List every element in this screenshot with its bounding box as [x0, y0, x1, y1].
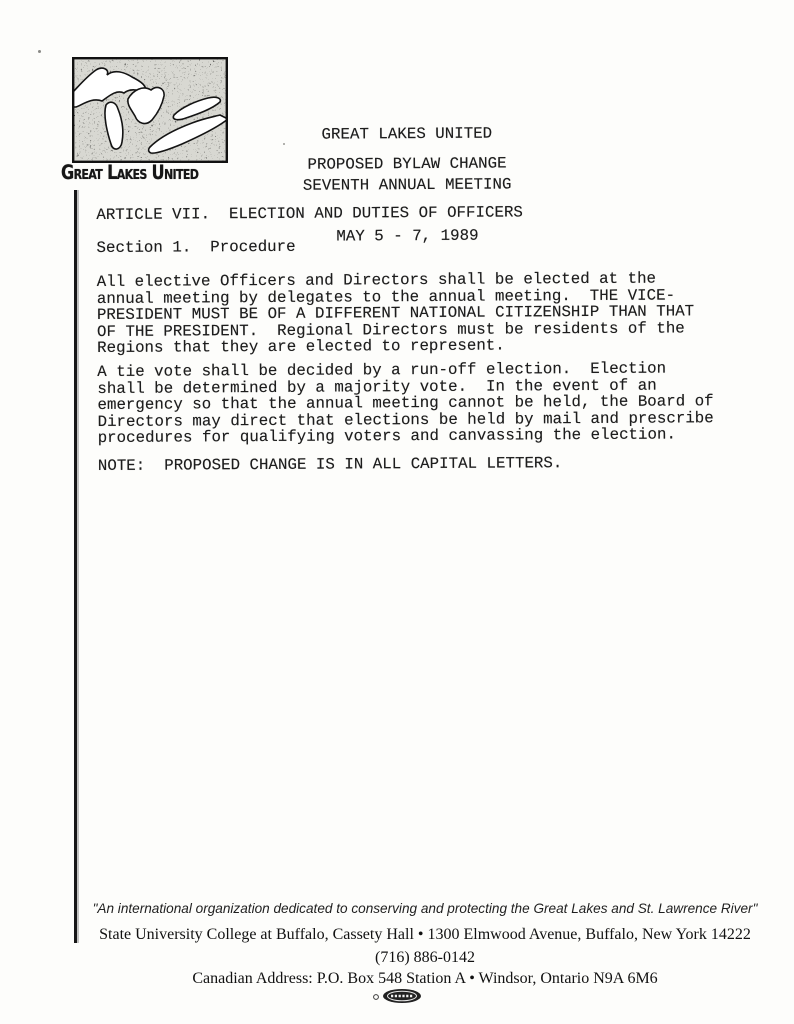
- us-address-line: State University College at Buffalo, Cassety Hall • 1300 Elmwood Avenue, Buffalo, New York 14222: [99, 926, 751, 943]
- body-paragraph: All elective Officers and Directors shall be elected at the annual meeting by delegates to the annual meeting. THE VICE- PRESIDENT MUST BE OF A DIFFERENT NATIONAL CITIZENSHIP THAN THAT OF THE PRESIDENT. Regional Directors must be residents of the Regions that they are elected to represent.: [96, 269, 695, 358]
- article-heading: ARTICLE VII. ELECTION AND DUTIES OF OFFICERS: [96, 203, 523, 224]
- logo-wordmark: Great Lakes United: [61, 161, 199, 185]
- document-subject: PROPOSED BYLAW CHANGE: [307, 154, 507, 174]
- meeting-title-line: SEVENTH ANNUAL MEETING: [302, 175, 512, 195]
- typed-content: [95, 0, 761, 1024]
- organization-tagline: "An international organization dedicated to conserving and protecting the Great Lakes and St. Lawrence River": [92, 901, 758, 916]
- note-line: NOTE: PROPOSED CHANGE IS IN ALL CAPITAL LETTERS.: [97, 454, 563, 475]
- org-name-line: GREAT LAKES UNITED: [321, 124, 493, 144]
- scan-artifact-dot: [38, 50, 41, 53]
- left-margin-rule: [74, 190, 77, 943]
- printer-union-label-icon: [0, 988, 794, 1009]
- phone-line: (716) 886-0142: [375, 949, 475, 966]
- section-heading: Section 1. Procedure: [96, 237, 296, 257]
- canadian-address-line: Canadian Address: P.O. Box 548 Station A • Windsor, Ontario N9A 6M6: [192, 970, 658, 987]
- meeting-date-line: MAY 5 - 7, 1989: [336, 226, 479, 246]
- body-paragraph: A tie vote shall be decided by a run-off election. Election shall be determined by a majority vote. In the event of an emergency so that the annual meeting cannot be held, the Board of Directors may direct that elections be held by mail and prescribe procedures for qualifying voters and canvassing the election.: [97, 359, 714, 448]
